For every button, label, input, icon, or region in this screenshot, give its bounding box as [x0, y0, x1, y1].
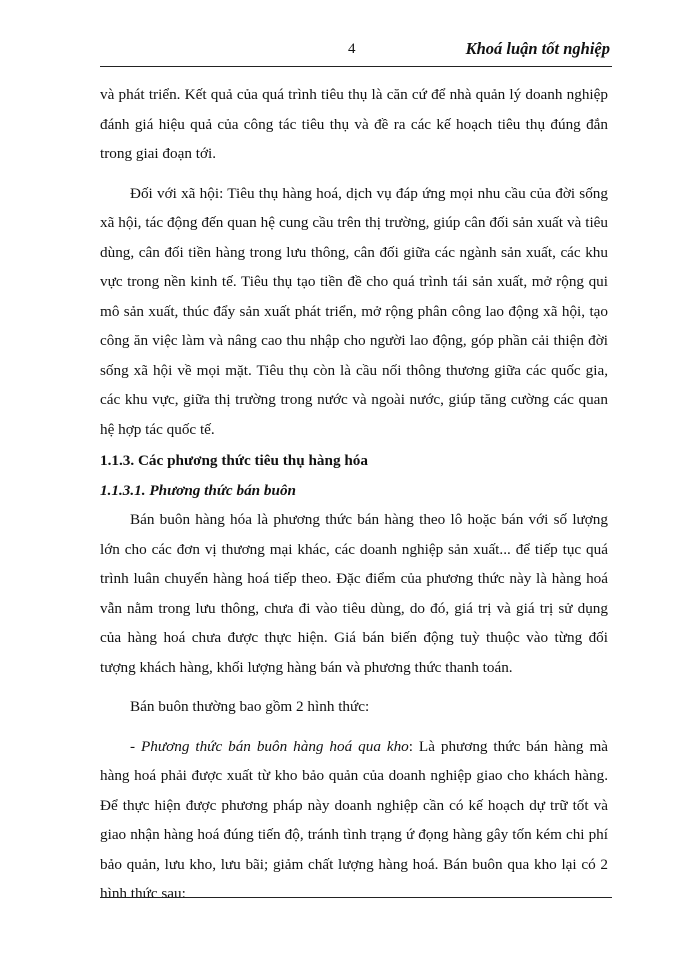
- paragraph-social: Đối với xã hội: Tiêu thụ hàng hoá, dịch vụ đáp ứng mọi nhu cầu của đời sống xã hội, tác động đến quan hệ cung cầu trên thị trường, giúp cân đối sản xuất và tiêu dùng, cân đối tiền hàng trong lưu thông, cân đối giữa các ngành sản xuất, các khu vực trong nền kinh tế. Tiêu thụ tạo tiền đề cho quá trình tái sản xuất, mở rộng qui mô sản xuất, thúc đẩy sản xuất phát triển, mở rộng phân công lao động xã hội, tạo công ăn việc làm và nâng cao thu nhập cho người lao động, góp phần cải thiện đời sống xã hội về mọi mặt. Tiêu thụ còn là cầu nối thông thương giữa các quốc gia, các khu vực, giữa thị trường trong nước và ngoài nước, giúp tăng cường các quan hệ hợp tác quốc tế.: [100, 184, 608, 438]
- page-number: 4: [348, 41, 356, 57]
- document-body: [100, 80, 608, 909]
- method-description: : Là phương thức bán hàng mà hàng hoá phải được xuất từ kho bảo quản của doanh nghiệp giao cho khách hàng. Để thực hiện được phương pháp này doanh nghiệp cần có kế hoạch dự trữ tốt và giao nhận hàng hoá đúng tiến độ, tránh tình trạng ứ đọng hàng gây tốn kém chi phí bảo quản, lưu kho, lưu bãi; giảm chất lượng hàng hoá. Bán buôn qua kho lại có 2 hình thức sau:: [100, 737, 608, 902]
- list-dash: -: [130, 737, 141, 755]
- page-header: [100, 38, 612, 64]
- paragraph-forms: Bán buôn thường bao gồm 2 hình thức:: [130, 698, 370, 715]
- section-heading: 1.1.3. Các phương thức tiêu thụ hàng hóa: [100, 452, 368, 469]
- subsection-heading: 1.1.3.1. Phương thức bán buôn: [100, 481, 296, 499]
- footer-divider: [100, 897, 612, 898]
- paragraph-wholesale: Bán buôn hàng hóa là phương thức bán hàng theo lô hoặc bán với số lượng lớn cho các đơn vị thương mại khác, các doanh nghiệp sản xuất... để tiếp tục quá trình luân chuyển hàng hoá tiếp theo. Đặc điểm của phương thức này là hàng hoá vẫn nằm trong lưu thông, chưa đi vào tiêu dùng, do đó, giá trị và giá trị sử dụng của hàng hoá chưa được thực hiện. Giá bán biến động tuỳ thuộc vào từng đối tượng khách hàng, khối lượng hàng bán và phương thức thanh toán.: [100, 511, 608, 676]
- method-name: Phương thức bán buôn hàng hoá qua kho: [140, 737, 409, 755]
- running-title: Khoá luận tốt nghiệp: [465, 39, 610, 58]
- paragraph-warehouse-method: [100, 732, 608, 909]
- paragraph-continuation: và phát triển. Kết quả của quá trình tiêu thụ là căn cứ để nhà quản lý doanh nghiệp đánh giá hiệu quả của công tác tiêu thụ và đề ra các kế hoạch tiêu thụ đúng đắn trong giai đoạn tới.: [100, 86, 608, 162]
- header-divider: [100, 66, 612, 67]
